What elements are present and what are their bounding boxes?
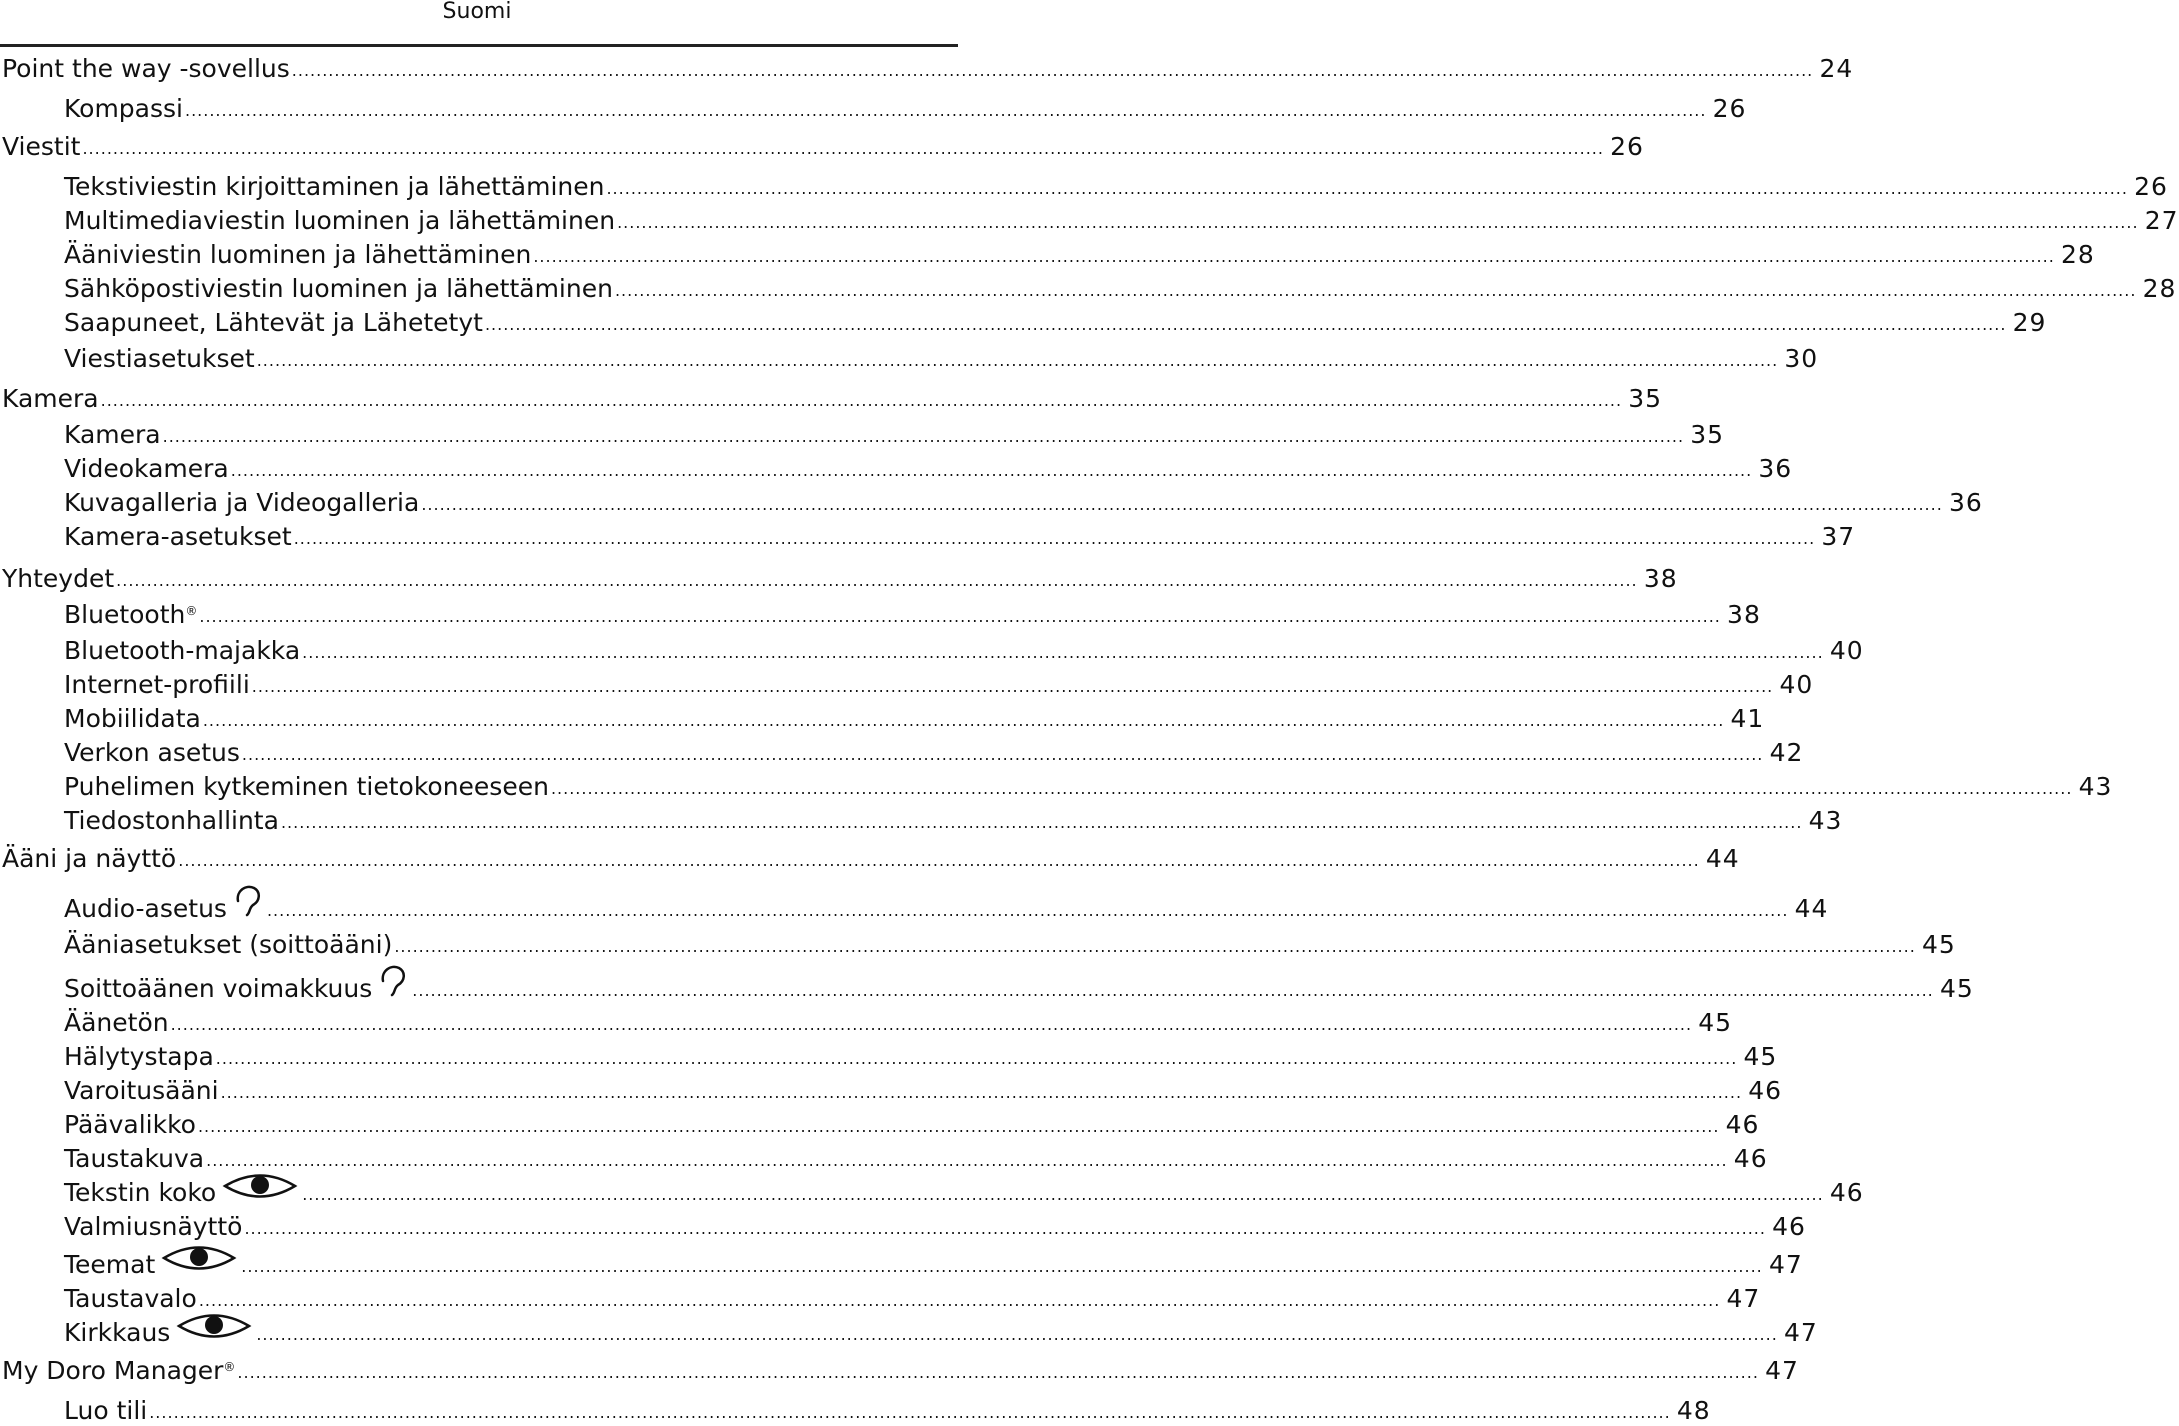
toc-entry-page-number: 47 [1765, 1356, 1799, 1385]
toc-entry-page-number: 37 [1821, 522, 1856, 551]
toc-entry-page-number: 43 [1808, 806, 1843, 835]
dot-leader: .......................................................................................................................................................................................................................................................... [82, 139, 1604, 158]
toc-entry[interactable] [0, 1106, 1760, 1140]
toc-entry-page-number: 26 [1712, 94, 1747, 123]
toc-entry[interactable] [0, 416, 1725, 450]
dot-leader: .......................................................................................................................................................................................................................................................... [202, 711, 1725, 730]
toc-entry-page-number: 35 [1628, 384, 1663, 413]
toc-entry-title: Kamera-asetukset [64, 522, 292, 551]
toc-entry-page-number: 45 [1698, 1008, 1733, 1037]
registered-mark: ® [223, 1360, 236, 1374]
toc-entry-title: Kompassi [64, 94, 183, 123]
toc-entry-page-number: 46 [1829, 1178, 1864, 1207]
eye-icon [176, 1311, 252, 1348]
dot-leader: .......................................................................................................................................................................................................................................................... [412, 981, 1934, 1000]
toc-entry-page-number: 46 [1772, 1212, 1806, 1241]
toc-entry-title: Kuvagalleria ja Videogalleria [64, 488, 420, 517]
toc-entry-page-number: 40 [1779, 670, 1814, 699]
dot-leader: .......................................................................................................................................................................................................................................................... [533, 247, 2055, 266]
dot-leader: .......................................................................................................................................................................................................................................................... [149, 1403, 1671, 1422]
toc-entry-title: Internet-profiili [64, 670, 250, 699]
toc-entry[interactable] [0, 1280, 1761, 1314]
dot-leader: .......................................................................................................................................................................................................................................................... [197, 1117, 1720, 1136]
toc-entry-page-number: 45 [1939, 974, 1974, 1003]
dot-leader: .......................................................................................................................................................................................................................................................... [244, 1219, 1766, 1238]
ear-icon [378, 963, 408, 1004]
dot-leader: .......................................................................................................................................................................................................................................................... [256, 1325, 1778, 1344]
toc-entry-title: Äänetön [64, 1008, 169, 1037]
toc-entry-title: Point the way -sovellus [2, 54, 290, 83]
registered-mark: ® [185, 604, 198, 618]
toc-entry-title: Teemat [64, 1250, 156, 1279]
eye-icon [222, 1171, 298, 1208]
dot-leader: .......................................................................................................................................................................................................................................................... [116, 571, 1638, 590]
dot-leader: .......................................................................................................................................................................................................................................................... [251, 677, 1774, 696]
eye-icon [161, 1243, 237, 1280]
toc-entry[interactable] [0, 840, 1740, 874]
toc-entry-page-number: 41 [1730, 704, 1765, 733]
toc-entry[interactable] [0, 484, 1983, 518]
toc-entry-page-number: 44 [1705, 844, 1740, 873]
dot-leader: .......................................................................................................................................................................................................................................................... [215, 1049, 1738, 1068]
dot-leader: .......................................................................................................................................................................................................................................................... [206, 1151, 1728, 1170]
toc-entry-title: Verkon asetus [64, 738, 240, 767]
toc-entry-title: Päävalikko [64, 1110, 196, 1139]
toc-entry-title: Kamera [64, 420, 161, 449]
toc-entry[interactable] [0, 700, 1765, 734]
language-label: Suomi [442, 0, 512, 24]
dot-leader: .......................................................................................................................................................................................................................................................... [302, 643, 1824, 662]
toc-entry[interactable] [0, 202, 2179, 236]
dot-leader: .......................................................................................................................................................................................................................................................... [293, 529, 1816, 548]
dot-leader: .......................................................................................................................................................................................................................................................... [198, 1291, 1721, 1310]
toc-entry-page-number: 46 [1748, 1076, 1783, 1105]
toc-entry[interactable] [0, 632, 1864, 666]
toc-entry-title: Puhelimen kytkeminen tietokoneeseen [64, 772, 549, 801]
toc-entry-page-number: 36 [1758, 454, 1793, 483]
toc-entry-title: My Doro Manager [2, 1356, 224, 1385]
dot-leader: .......................................................................................................................................................................................................................................................... [178, 851, 1700, 870]
toc-entry[interactable] [0, 596, 1761, 630]
dot-leader: .......................................................................................................................................................................................................................................................... [237, 1363, 1759, 1382]
dot-leader: .......................................................................................................................................................................................................................................................... [302, 1185, 1824, 1204]
dot-leader: .......................................................................................................................................................................................................................................................... [617, 213, 2139, 232]
dot-leader: .......................................................................................................................................................................................................................................................... [256, 351, 1779, 370]
toc-entry[interactable] [0, 1392, 1711, 1426]
toc-entry-page-number: 46 [1725, 1110, 1760, 1139]
toc-entry-page-number: 38 [1727, 600, 1761, 629]
toc-entry[interactable] [0, 768, 2113, 802]
toc-entry-title: Varoitusääni [64, 1076, 219, 1105]
toc-entry-title: Viestit [2, 132, 81, 161]
toc-entry[interactable] [0, 1004, 1733, 1038]
header-divider [0, 44, 958, 47]
toc-entry[interactable] [0, 304, 2047, 338]
toc-entry-page-number: 44 [1794, 894, 1829, 923]
dot-leader: .......................................................................................................................................................................................................................................................... [291, 61, 1814, 80]
toc-entry-page-number: 27 [2144, 206, 2179, 235]
toc-entry-page-number: 26 [2134, 172, 2168, 201]
toc-entry-page-number: 28 [2142, 274, 2177, 303]
toc-entry[interactable] [0, 1208, 1806, 1242]
toc-entry-title: Ääni ja näyttö [2, 844, 177, 873]
toc-entry-page-number: 36 [1949, 488, 1983, 517]
toc-entry-title: Ääniasetukset (soittoääni) [64, 930, 393, 959]
toc-entry-page-number: 29 [2012, 308, 2047, 337]
toc-entry[interactable] [0, 50, 1854, 84]
dot-leader: .......................................................................................................................................................................................................................................................... [606, 179, 2128, 198]
toc-entry[interactable] [0, 90, 1747, 124]
dot-leader: .......................................................................................................................................................................................................................................................... [394, 937, 1916, 956]
dot-leader: .......................................................................................................................................................................................................................................................... [100, 391, 1623, 410]
toc-entry-title: Saapuneet, Lähtevät ja Lähetetyt [64, 308, 483, 337]
toc-entry-title: Tekstin koko [64, 1178, 217, 1207]
dot-leader: .......................................................................................................................................................................................................................................................... [170, 1015, 1693, 1034]
toc-entry-title: Taustakuva [64, 1144, 205, 1173]
toc-entry[interactable] [0, 1352, 1799, 1386]
toc-entry-page-number: 47 [1768, 1250, 1803, 1279]
toc-entry[interactable] [0, 970, 1974, 1004]
toc-entry-page-number: 43 [2078, 772, 2113, 801]
page-language-header [0, 0, 960, 24]
toc-entry-page-number: 24 [1819, 54, 1854, 83]
dot-leader: .......................................................................................................................................................................................................................................................... [230, 461, 1753, 480]
dot-leader: .......................................................................................................................................................................................................................................................... [550, 779, 2073, 798]
ear-icon [233, 883, 263, 924]
toc-entry-page-number: 35 [1690, 420, 1725, 449]
toc-entry-title: Kirkkaus [64, 1318, 171, 1347]
toc-entry-page-number: 26 [1610, 132, 1644, 161]
toc-entry-page-number: 45 [1743, 1042, 1778, 1071]
dot-leader: .......................................................................................................................................................................................................................................................... [484, 315, 2007, 334]
toc-entry[interactable] [0, 666, 1814, 700]
toc-entry-title: Tiedostonhallinta [64, 806, 279, 835]
toc-entry-page-number: 28 [2060, 240, 2095, 269]
toc-entry-title: Multimediaviestin luominen ja lähettäminen [64, 206, 616, 235]
toc-entry-page-number: 38 [1643, 564, 1678, 593]
toc-entry-title: Viestiasetukset [64, 344, 255, 373]
toc-entry-page-number: 47 [1784, 1318, 1818, 1347]
toc-entry-title: Luo tili [64, 1396, 148, 1425]
toc-entry-title: Sähköpostiviestin luominen ja lähettäminen [64, 274, 613, 303]
toc-entry-title: Ääniviestin luominen ja lähettäminen [64, 240, 532, 269]
toc-entry-title: Taustavalo [64, 1284, 197, 1313]
toc-entry[interactable] [0, 890, 1829, 924]
toc-entry-title: Valmiusnäyttö [64, 1212, 243, 1241]
toc-entry[interactable] [0, 1314, 1818, 1348]
toc-entry-title: Bluetooth [64, 600, 186, 629]
toc-entry[interactable] [0, 560, 1678, 594]
dot-leader: .......................................................................................................................................................................................................................................................... [280, 813, 1803, 832]
toc-entry-title: Soittoäänen voimakkuus [64, 974, 373, 1003]
toc-entry-title: Bluetooth-majakka [64, 636, 301, 665]
toc-entry[interactable] [0, 1072, 1783, 1106]
dot-leader: .......................................................................................................................................................................................................................................................... [241, 1257, 1763, 1276]
toc-entry[interactable] [0, 802, 1843, 836]
dot-leader: .......................................................................................................................................................................................................................................................... [199, 607, 1721, 626]
toc-entry-page-number: 47 [1726, 1284, 1761, 1313]
toc-entry[interactable] [0, 734, 1804, 768]
toc-entry[interactable] [0, 128, 1644, 162]
dot-leader: .......................................................................................................................................................................................................................................................... [220, 1083, 1743, 1102]
toc-entry[interactable] [0, 1246, 1803, 1280]
toc-entry-page-number: 45 [1922, 930, 1956, 959]
dot-leader: .......................................................................................................................................................................................................................................................... [614, 281, 2137, 300]
toc-entry-page-number: 46 [1733, 1144, 1768, 1173]
toc-entry[interactable] [0, 168, 2168, 202]
dot-leader: .......................................................................................................................................................................................................................................................... [241, 745, 1764, 764]
dot-leader: .......................................................................................................................................................................................................................................................... [421, 495, 1943, 514]
toc-entry[interactable] [0, 926, 1956, 960]
toc-entry-title: Mobiilidata [64, 704, 201, 733]
toc-entry-title: Audio-asetus [64, 894, 227, 923]
toc-entry[interactable] [0, 270, 2177, 304]
toc-entry[interactable] [0, 380, 1663, 414]
toc-entry-page-number: 42 [1769, 738, 1804, 767]
dot-leader: .......................................................................................................................................................................................................................................................... [162, 427, 1685, 446]
dot-leader: .......................................................................................................................................................................................................................................................... [266, 901, 1789, 920]
toc-entry-title: Videokamera [64, 454, 229, 483]
toc-entry[interactable] [0, 236, 2095, 270]
toc-entry[interactable] [0, 518, 1856, 552]
toc-entry[interactable] [0, 340, 1819, 374]
toc-entry[interactable] [0, 1038, 1778, 1072]
toc-entry-title: Kamera [2, 384, 99, 413]
toc-entry-title: Tekstiviestin kirjoittaminen ja lähettäminen [64, 172, 605, 201]
toc-entry-title: Yhteydet [2, 564, 115, 593]
toc-entry-page-number: 48 [1676, 1396, 1711, 1425]
toc-entry[interactable] [0, 1174, 1864, 1208]
toc-entry-title: Hälytystapa [64, 1042, 214, 1071]
toc-entry[interactable] [0, 450, 1793, 484]
toc-entry[interactable] [0, 1140, 1768, 1174]
toc-entry-page-number: 30 [1784, 344, 1819, 373]
dot-leader: .......................................................................................................................................................................................................................................................... [184, 101, 1707, 120]
toc-entry-page-number: 40 [1829, 636, 1864, 665]
